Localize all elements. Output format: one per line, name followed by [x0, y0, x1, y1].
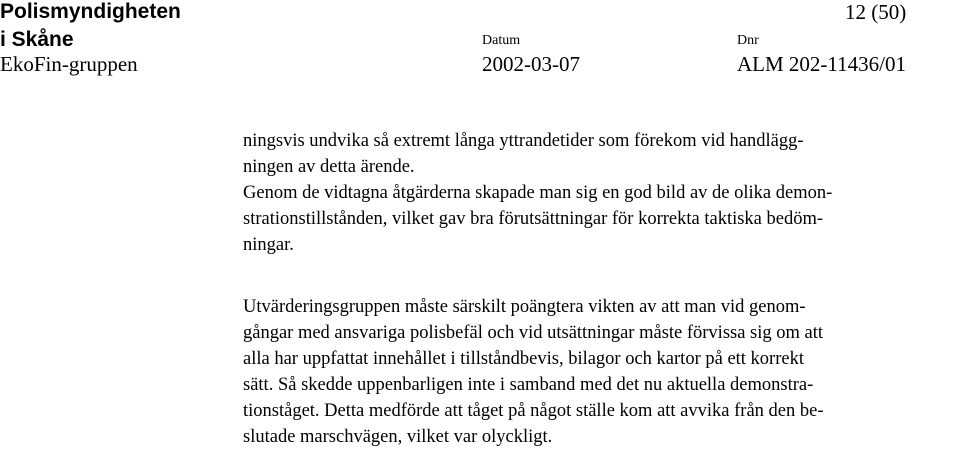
text-line: sätt. Så skedde uppenbarligen inte i samband med det nu aktuella demonstra- [243, 375, 814, 395]
dnr-label: Dnr [737, 33, 759, 48]
department-name: EkoFin-gruppen [0, 52, 138, 76]
text-line: Genom de vidtagna åtgärderna skapade man sig en god bild av de olika demon- [243, 183, 833, 203]
dnr-value: ALM 202-11436/01 [737, 52, 906, 76]
organization-name: Polismyndigheten [0, 0, 181, 23]
page-number: 12 (50) [845, 0, 907, 24]
text-line: tionståget. Detta medförde att tåget på något ställe kom att avvika från den be- [243, 401, 824, 421]
text-line: ningar. [243, 235, 294, 255]
body-paragraph-2 [243, 294, 943, 450]
text-line: strationstillstånden, vilket gav bra förutsättningar för korrekta taktiska bedöm- [243, 209, 824, 229]
text-line: gångar med ansvariga polisbefäl och vid utsättningar måste förvissa sig om att [243, 323, 824, 343]
text-line: Utvärderingsgruppen måste särskilt poängtera vikten av att man vid genom- [243, 297, 806, 317]
text-line: alla har uppfattat innehållet i tillståndbevis, bilagor och kartor på ett korrekt [243, 349, 804, 369]
date-value: 2002-03-07 [482, 52, 580, 76]
text-line: ningsvis undvika så extremt långa yttrandetider som förekom vid handlägg- [243, 131, 804, 151]
organization-region: i Skåne [0, 28, 74, 51]
text-line: slutade marschvägen, vilket var olyckligt. [243, 427, 553, 447]
text-line: ningen av detta ärende. [243, 157, 415, 177]
date-label: Datum [482, 33, 521, 48]
body-paragraph-1 [243, 128, 943, 258]
